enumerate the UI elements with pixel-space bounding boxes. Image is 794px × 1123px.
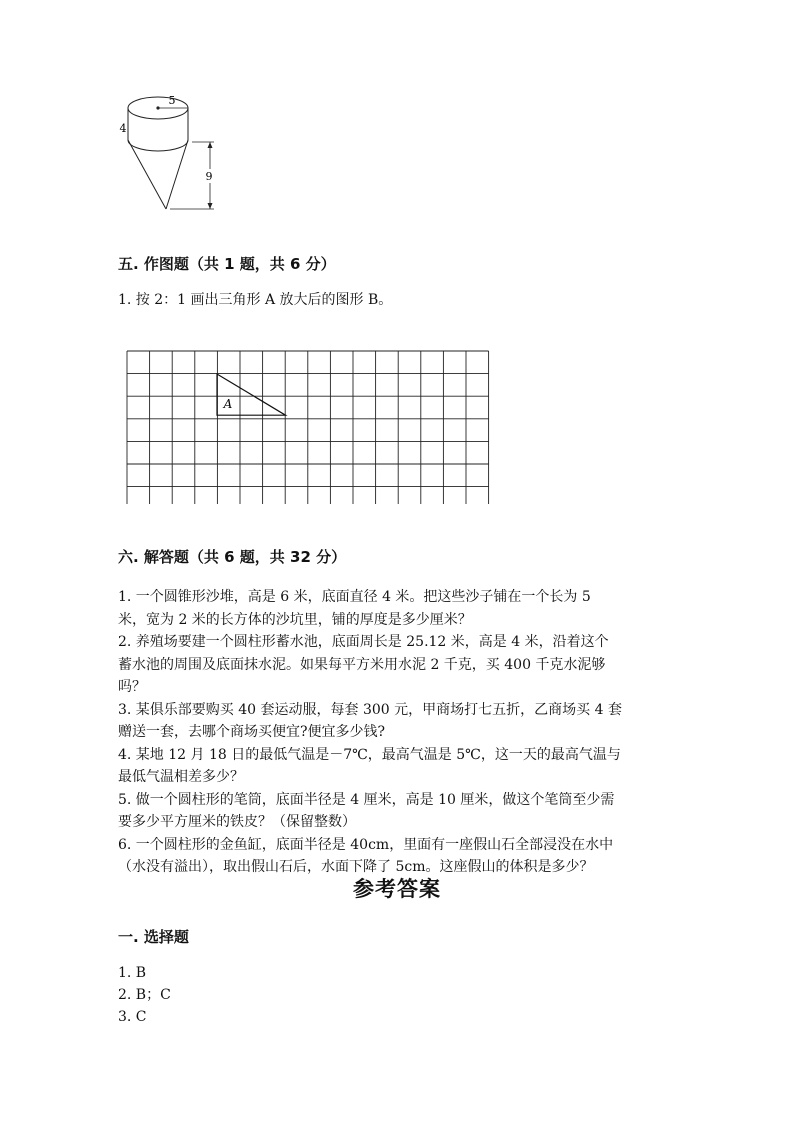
section6-heading: 六. 解答题（共 6 题，共 32 分） xyxy=(118,548,347,566)
cone-height-label: 9 xyxy=(205,170,213,183)
problem-line: 5. 做一个圆柱形的笔筒，底面半径是 4 厘米，高是 10 厘米，做这个笔筒至少需 xyxy=(118,791,615,808)
cylinder-cone-figure xyxy=(110,92,220,217)
problem-line: 6. 一个圆柱形的金鱼缸，底面半径是 40cm，里面有一座假山石全部浸没在水中 xyxy=(118,836,614,853)
section5-heading: 五. 作图题（共 1 题，共 6 分） xyxy=(118,255,336,273)
cylinder-height-label: 4 xyxy=(119,122,127,135)
problem-line: 蓄水池的周围及底面抹水泥。如果每平方米用水泥 2 千克，买 400 千克水泥够 xyxy=(118,656,606,673)
answer-item: 2. B；C xyxy=(118,987,171,1003)
answer-key-title: 参考答案 xyxy=(353,876,441,901)
problem-line: 最低气温相差多少？ xyxy=(118,769,244,785)
problem-line: 3. 某俱乐部要购买 40 套运动服，每套 300 元，甲商场打七五折，乙商场买 4 套 xyxy=(118,701,622,718)
problem-line: 要多少平方厘米的铁皮？（保留整数） xyxy=(118,814,356,830)
problem-line: 吗？ xyxy=(118,679,146,695)
answer-item: 3. C xyxy=(118,1009,147,1025)
problem-line: 4. 某地 12 月 18 日的最低气温是－7℃，最高气温是 5℃，这一天的最高气温与 xyxy=(118,746,621,763)
section6-problems xyxy=(118,586,678,879)
answer-section1-heading: 一. 选择题 xyxy=(118,928,189,946)
section5-question-1: 1. 按 2：1 画出三角形 A 放大后的图形 B。 xyxy=(118,292,393,308)
answer-list xyxy=(118,962,171,1028)
problem-line: 1. 一个圆锥形沙堆，高是 6 米，底面直径 4 米。把这些沙子铺在一个长为 5 xyxy=(118,589,591,605)
radius-label: 5 xyxy=(168,94,176,107)
triangle-a-label: A xyxy=(223,397,233,411)
problem-line: （水没有溢出），取出假山石后，水面下降了 5cm。这座假山的体积是多少？ xyxy=(118,859,594,875)
answer-item: 1. B xyxy=(118,965,147,981)
problem-line: 赠送一套，去哪个商场买便宜?便宜多少钱? xyxy=(118,724,386,740)
problem-line: 2. 养殖场要建一个圆柱形蓄水池，底面周长是 25.12 米，高是 4 米，沿着这个 xyxy=(118,634,609,650)
grid-lines xyxy=(127,351,489,504)
problem-line: 米，宽为 2 米的长方体的沙坑里，铺的厚度是多少厘米？ xyxy=(118,611,472,628)
drawing-grid xyxy=(126,350,490,504)
